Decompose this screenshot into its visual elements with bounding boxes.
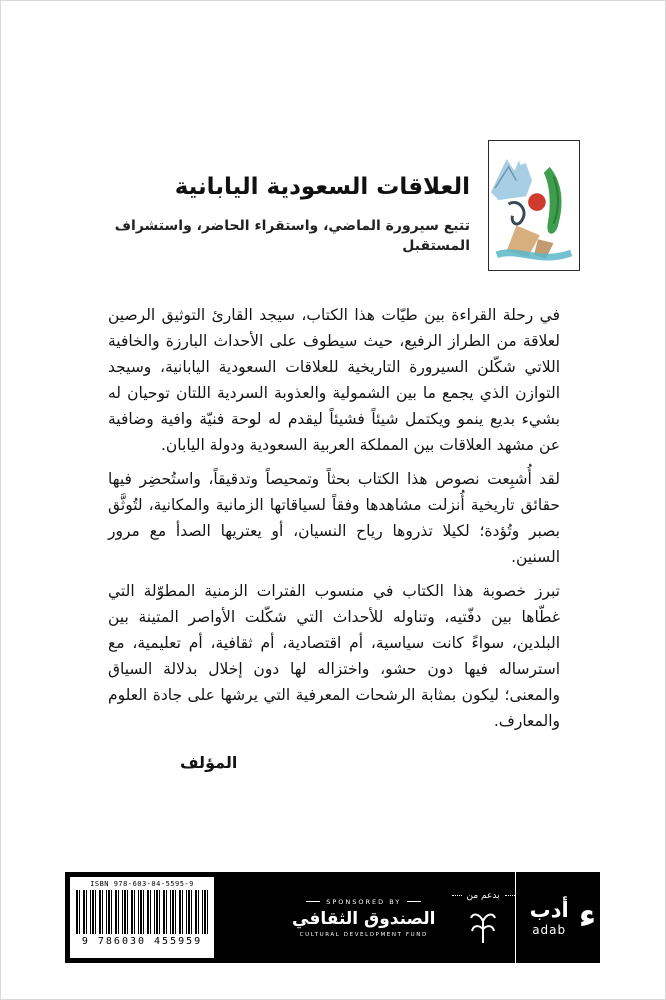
fund-logo-icon — [469, 905, 497, 945]
publisher-name-arabic: أدب — [529, 898, 569, 922]
title-block — [70, 172, 470, 256]
support-block — [452, 891, 515, 945]
blurb-text — [108, 302, 560, 776]
sponsor-name-english: CULTURAL DEVELOPMENT FUND — [299, 931, 428, 938]
blurb-paragraph-3: تبرز خصوبة هذا الكتاب في منسوب الفترات الزمنية المطوّلة التي غطّاها بين دفّتيه، وتناوله للأحداث التي شكّلت الأواصر المتينة بين البلدين، سواءً كانت سياسية، أم اقتصادية، أم ثقافية، أم تعليمية، مع استرساله فيها دون حشو، واختزاله لها دون إخلال بدلالة السياق والمعنى؛ ليكون بمثابة الرشحات المعرفية التي يرشها على جادة العلوم والمعارف. — [108, 582, 560, 730]
hamza-icon: ء — [578, 895, 597, 936]
sponsor-block — [292, 898, 436, 938]
sponsored-by-label: SPONSORED BY — [306, 898, 421, 906]
footer-bar — [65, 872, 600, 963]
sponsor-name-arabic: الصندوق الثقافي — [292, 908, 436, 929]
cover-thumbnail-art — [488, 140, 580, 271]
book-title: العلاقات السعودية اليابانية — [174, 174, 470, 200]
barcode — [70, 877, 214, 958]
barcode-bars-icon — [76, 890, 208, 934]
author-signature: المؤلف — [180, 753, 238, 772]
barcode-number: 9 786030 455959 — [81, 936, 203, 947]
publisher-wordmark — [530, 898, 569, 937]
isbn-label: ISBN 978-603-04-5595-9 — [90, 880, 194, 888]
blurb-paragraph-2: لقد أُشبِعت نصوص هذا الكتاب بحثاً وتمحيصاً وتدقيقاً، واستُحضِر فيها حقائق تاريخية أُنزلت مشاهدها وفقاً لسياقاتها الزمانية والمكانية، لتُوثَّق بصبر وتُؤدة؛ لكيلا تذروها رياح النسيان، أو يعتريها الصدأ مع مرور السنين. — [108, 470, 560, 566]
publisher-logo — [515, 872, 606, 963]
publisher-name-english: adab — [532, 923, 567, 937]
blurb-paragraph-1: في رحلة القراءة بين طيّات هذا الكتاب، سيجد القارئ التوثيق الرصين لعلاقة من الطراز الرفيع، حيث سيطوف على الأحداث البارزة والخافية اللاتي شكّلن السيرورة التاريخية للعلاقات السعودية اليابانية، وسيجد التوازن الذي يجمع ما بين الشمولية والعذوبة السردية اللتان توحيان له بشيء بديع ينمو ويكتمل شيئاً فشيئاً ليقدم له لوحة فنيّة وافية وضافية عن مشهد العلاقات بين المملكة العربية السعودية ودولة اليابان. — [108, 306, 560, 454]
support-label: بدعم من — [452, 891, 515, 901]
book-subtitle: تتبع سيرورة الماضي، واستقراء الحاضر، واستشراف المستقبل — [114, 218, 470, 254]
watercolor-artwork-icon — [489, 141, 579, 270]
